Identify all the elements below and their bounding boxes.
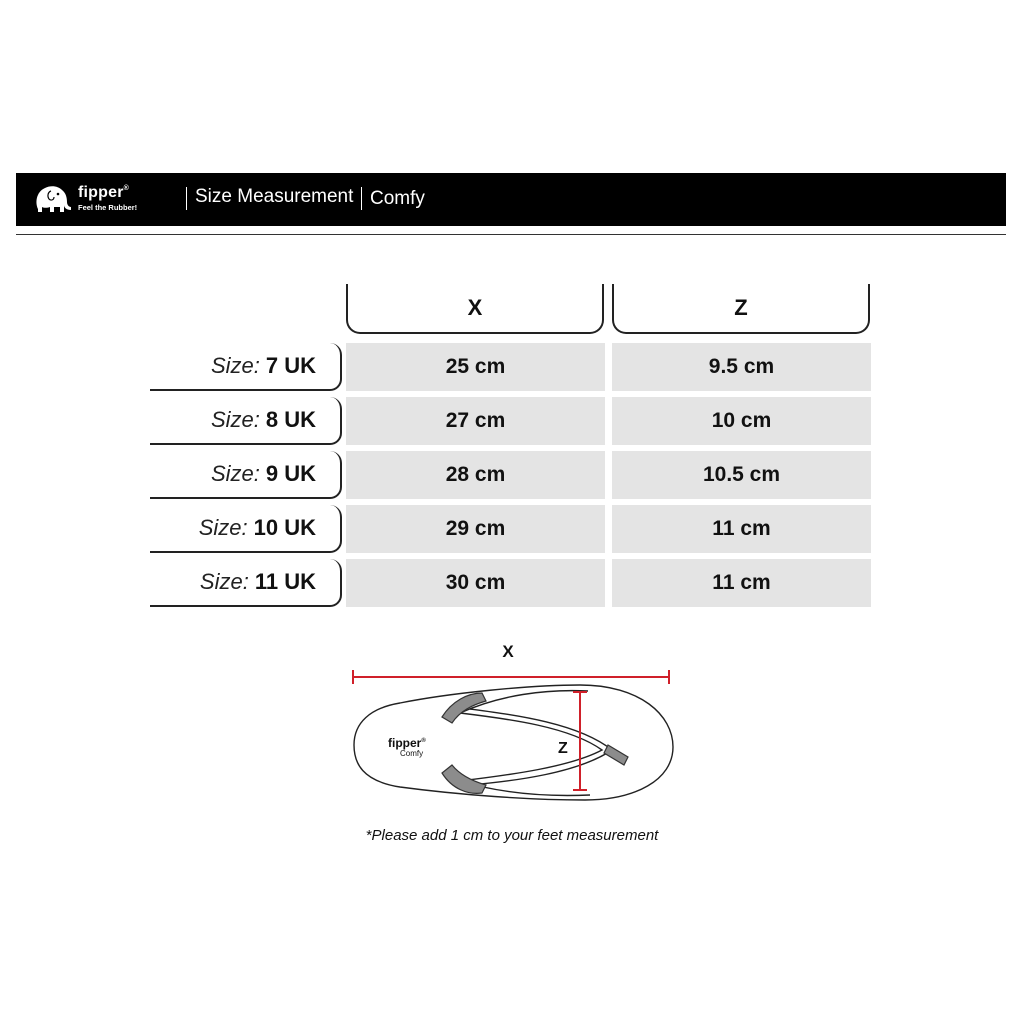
measurement-note: *Please add 1 cm to your feet measurement <box>365 827 659 844</box>
z-measurement-cell: 11 cm <box>612 559 871 607</box>
x-measurement-cell: 30 cm <box>346 559 605 607</box>
x-measurement-cell: 25 cm <box>346 343 605 391</box>
size-row-9 <box>0 451 1024 499</box>
column-header-x: X <box>346 284 604 334</box>
header-separator <box>186 187 187 210</box>
header-divider <box>16 234 1006 235</box>
size-label <box>150 343 342 391</box>
breadcrumb-size-measurement: Size Measurement <box>195 186 354 207</box>
brand-tagline: Feel the Rubber! <box>78 203 138 212</box>
brand-name: fipper® <box>78 184 130 201</box>
elephant-icon <box>32 183 72 215</box>
size-label <box>150 559 342 607</box>
sandal-brand-logo: fipper® <box>388 736 426 750</box>
size-row-11 <box>0 559 1024 607</box>
size-row-7 <box>0 343 1024 391</box>
size-value: 8 UK <box>265 407 316 432</box>
z-measurement-cell: 9.5 cm <box>612 343 871 391</box>
size-prefix: Size: <box>210 407 260 432</box>
z-measurement-cell: 10 cm <box>612 397 871 445</box>
breadcrumb-comfy: Comfy <box>370 188 425 209</box>
z-measurement-cell: 11 cm <box>612 505 871 553</box>
size-value: 7 UK <box>265 353 316 378</box>
header-separator <box>361 187 362 210</box>
x-dimension-label: X <box>502 642 514 661</box>
size-label <box>150 397 342 445</box>
size-value: 9 UK <box>265 461 316 486</box>
header-banner <box>16 173 1006 226</box>
size-value: 11 UK <box>254 569 316 594</box>
size-label <box>150 505 342 553</box>
x-dimension-line <box>353 670 669 684</box>
size-prefix: Size: <box>210 461 260 486</box>
x-measurement-cell: 28 cm <box>346 451 605 499</box>
sandal-model-label: Comfy <box>400 749 424 758</box>
size-label <box>150 451 342 499</box>
sandal-measurement-diagram <box>340 635 685 805</box>
size-prefix: Size: <box>210 353 260 378</box>
size-value: 10 UK <box>253 515 316 540</box>
size-prefix: Size: <box>199 569 249 594</box>
z-dimension-label: Z <box>558 740 568 757</box>
size-row-8 <box>0 397 1024 445</box>
column-header-z: Z <box>612 284 870 334</box>
x-measurement-cell: 29 cm <box>346 505 605 553</box>
size-prefix: Size: <box>198 515 248 540</box>
x-measurement-cell: 27 cm <box>346 397 605 445</box>
size-row-10 <box>0 505 1024 553</box>
z-measurement-cell: 10.5 cm <box>612 451 871 499</box>
